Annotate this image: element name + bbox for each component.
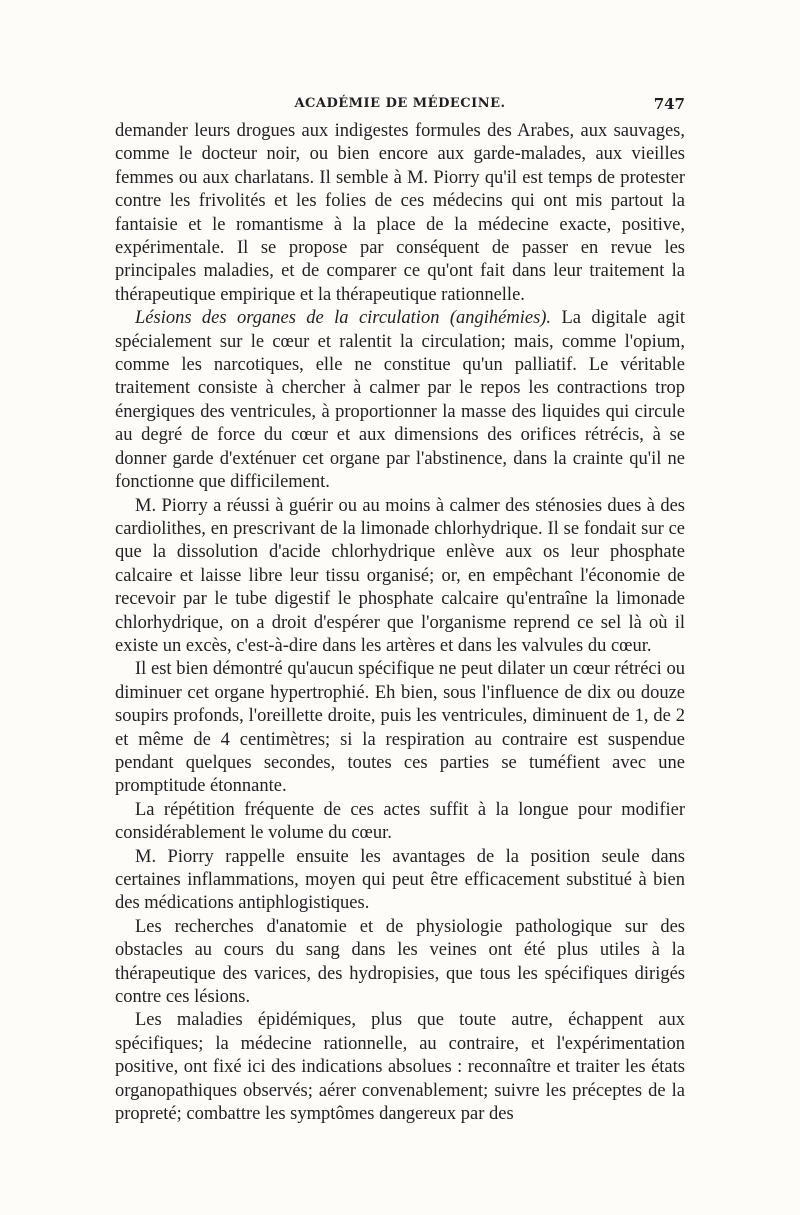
paragraph-epidemics: Les maladies épidémiques, plus que toute autre, échappent aux spécifiques; la médecine rationnelle, au contraire, et l'expérimentation positive, ont fixé ici des indications absolues : reconnaître et traiter les états organopathiques observés; aérer convenablement; suivre les préceptes de la propreté; combattre les symptômes dangereux par des bbox=[115, 1010, 685, 1125]
paragraph-circulation-lesions bbox=[115, 307, 685, 494]
body-text bbox=[115, 120, 685, 1126]
paragraph-position: M. Piorry rappelle ensuite les avantages de la position seule dans certaines inflammations, moyen qui peut être efficacement substitué à bien des médications antiphlogistiques. bbox=[115, 846, 685, 914]
paragraph-text: La digitale agit spécialement sur le cœur et ralentit la circulation; mais, comme l'opium, comme les narcotiques, elle ne constitue qu'un palliatif. Le véritable traitement consiste à chercher à calmer par le repos les contractions trop énergiques des ventricules, à proportionner la masse des liquides qui circule au degré de force du cœur et aux dimensions des orifices rétrécis, à se donner garde d'exténuer cet organe par l'abstinence, dans la crainte qu'il ne fonctionne que difficilement. bbox=[115, 308, 685, 493]
paragraph-continuation: demander leurs drogues aux indigestes formules des Arabes, aux sauvages, comme le docteur noir, ou bien encore aux garde-malades, aux vieilles femmes ou aux charlatans. Il semble à M. Piorry qu'il est temps de protester contre les frivolités et les folies de ces médecins qui ont mis partout la fantaisie et le romantisme à la place de la médecine exacte, positive, expérimentale. Il se propose par conséquent de passer en revue les principales maladies, et de comparer ce qu'ont fait dans leur traitement la thérapeutique empirique et la thérapeutique rationnelle. bbox=[115, 121, 685, 305]
paragraph-heart-dilation: Il est bien démontré qu'aucun spécifique ne peut dilater un cœur rétréci ou diminuer cet organe hypertrophié. Eh bien, sous l'influence de dix ou douze soupirs profonds, l'oreillette droite, puis les ventricules, diminuent de 1, de 2 et même de 4 centimètres; si la respiration au contraire est suspendue pendant quelques secondes, toutes ces parties se tuméfient avec une promptitude étonnante. bbox=[115, 659, 685, 797]
paragraph-limonade: M. Piorry a réussi à guérir ou au moins à calmer des sténosies dues à des cardiolithes, en prescrivant de la limonade chlorhydrique. Il se fondait sur ce que la dissolution d'acide chlorhydrique enlève aux os leur phosphate calcaire et laisse libre leur tissu organisé; or, en empêchant l'économie de recevoir par le tube digestif le phosphate calcaire qu'entraîne la limonade chlorhydrique, on a droit d'espérer que l'organisme reprend ce sel là où il existe un excès, c'est-à-dire dans les artères et dans les valvules du cœur. bbox=[115, 495, 685, 656]
running-title: ACADÉMIE DE MÉDECINE. bbox=[294, 96, 506, 111]
page-number: 747 bbox=[653, 95, 685, 113]
paragraph-repetition: La répétition fréquente de ces actes suffit à la longue pour modifier considérablement le volume du cœur. bbox=[115, 799, 685, 844]
section-heading-italic: Lésions des organes de la circulation (angihémies). bbox=[135, 308, 552, 329]
page-header bbox=[115, 96, 685, 118]
paragraph-veins: Les recherches d'anatomie et de physiologie pathologique sur des obstacles au cours du sang dans les veines ont été plus utiles à la thérapeutique des varices, des hydropisies, que tous les spécifiques dirigés contre ces lésions. bbox=[115, 916, 685, 1008]
